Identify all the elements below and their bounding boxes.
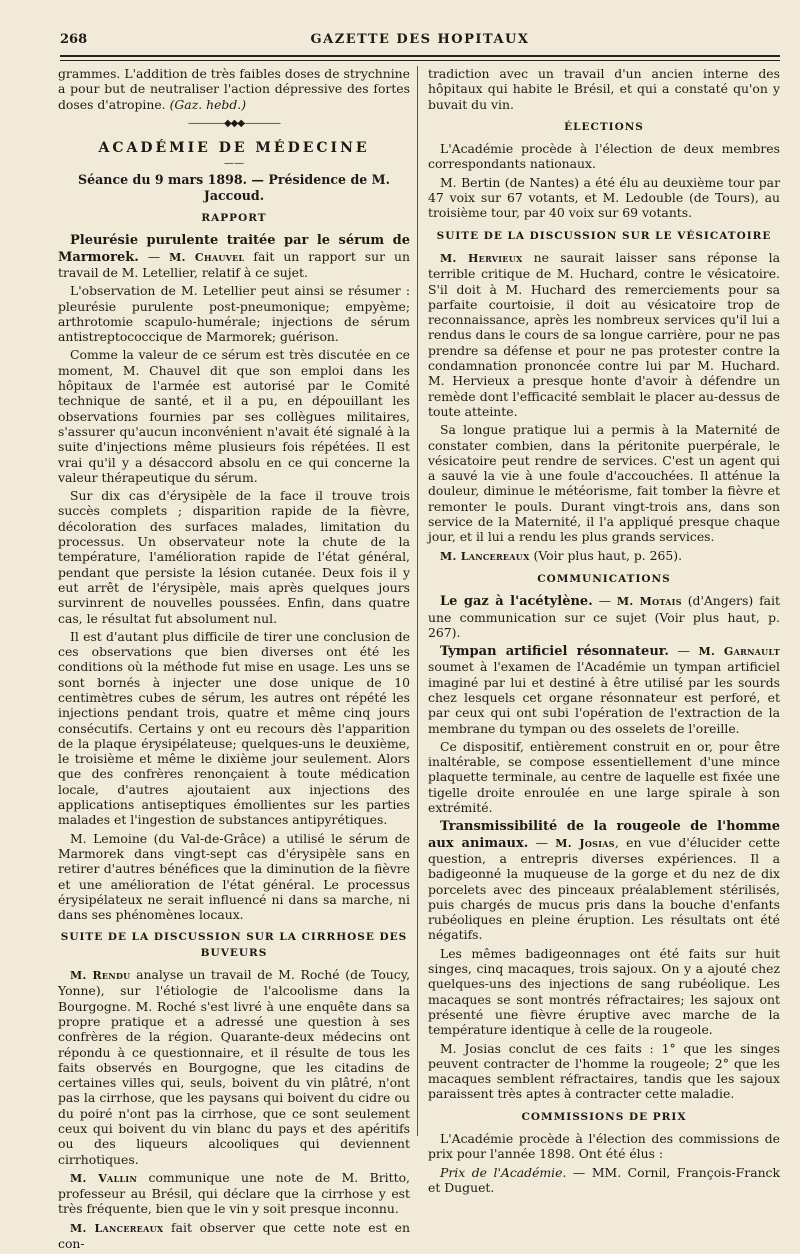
ornament-divider: ————◆◆◆———— (187, 117, 281, 129)
journal-title: GAZETTE DES HOPITAUX (310, 32, 530, 47)
motais-text: (d'Angers) fait une communication sur ce sujet (Voir plus haut, p. 267). (428, 593, 780, 640)
intro-text: grammes. L'addition de très faibles doses de strychnine a pour but de neutraliser l'action dépressive des fortes doses d'atropine. (58, 66, 410, 112)
speaker-garnault: M. Garnault (698, 645, 780, 659)
lancereaux-ref-text: (Voir plus haut, p. 265). (529, 547, 683, 563)
speaker-vallin: M. Vallin (70, 1171, 138, 1185)
speaker-hervieux: M. Hervieux (440, 251, 523, 265)
column-divider (417, 66, 418, 1136)
paragraph-observation: L'observation de M. Letellier peut ainsi se résumer : pleurésie purulente post-pneumonique; empyème; arthrotomie scapulo-humérale; injections de sérum antistreptococcique de Marmorek; guérison. (58, 283, 410, 345)
rapport-heading: RAPPORT (201, 212, 267, 225)
paragraph-acetylene: Le gaz à l'acétylène. — M. Motais (d'Angers) fait une communication sur ce sujet (Voir plus haut, p. 267). (428, 593, 780, 640)
hervieux-text: ne saurait laisser sans réponse la terrible critique de M. Huchard, contre le vésicatoire. S'il doit à M. Huchard des remerciements pour sa parfaite courtoisie, il doit au vésicatoire trop de reconnaissance, après les nombreux services qu'il lui a rendus dans le cours de sa longue carrière, pour ne pas prendre sa défense et pour ne pas protester contre la condamnation prononcée contre lui par M. Huchard. M. Hervieux a presque honte d'avoir à défendre un remède dont l'efficacité semblait le placer au-dessus de toute atteinte. (428, 249, 780, 419)
paragraph-election-results: M. Bertin (de Nantes) a été élu au deuxième tour par 47 voix sur 67 votants, et M. Ledouble (de Tours), au troisième tour, par 40 voix sur 69 votants. (428, 174, 780, 221)
paragraph-conclusion: M. Josias conclut de ces faits : 1° que les singes peuvent contracter de l'homme la rougeole; 2° que les macaques semblent réfractaires, tandis que les sajoux paraissent très aptes à contracter cette maladie. (428, 1040, 780, 1102)
paragraph-vallin (58, 1170, 410, 1217)
paragraph-commissions: L'Académie procède à l'élection des commissions de prix pour l'année 1898. Ont été élus : (428, 1131, 780, 1162)
intro-reference: (Gaz. hebd.) (169, 96, 247, 112)
rendu-text: analyse un travail de M. Roché (de Toucy, Yonne), sur l'étiologie de l'alcoolisme dans la Bourgogne. M. Roché s'est livré à une enquête dans sa propre pratique et a adressé une question à ses confrères de la région. Quarante-deux médecins ont répondu à ce questionnaire, et il résulte de tous les faits observés en Bourgogne, que les citadins de certaines villes qui, seuls, boivent du vin plâtré, n'ont pas la cirrhose, que les paysans qui boivent du cidre ou du poiré n'ont pas la cirrhose, que ce sont seulement ceux qui boivent du vin blanc du pays et des apéritifs ou des liqueurs alcooliques qui deviennent cirrhotiques. (58, 967, 411, 1167)
paragraph-serum-value: Comme la valeur de ce sérum est très discutée en ce moment, M. Chauvel dit que son emploi dans les hôpitaux de l'armée est autorisé par le Comité technique de santé, et il a pu, en dépouillant les observations fournies par ses collègues militaires, s'assurer qu'aucun inconvénient n'avait été signalé à la suite d'injections même plusieurs fois répétées. Il est vrai qu'il y a désaccord absolu en ce qui concerne la valeur thérapeutique du sérum. (58, 347, 410, 485)
cirrhose-heading: SUITE DE LA DISCUSSION SUR LA CIRRHOSE DES BUVEURS (60, 931, 408, 959)
paragraph-conditions: Il est d'autant plus difficile de tirer une conclusion de ces observations que bien diverses ont été les conditions où la méthode fut mise en usage. Les uns se sont bornés à injecter une dose unique de 10 centimètres cubes de sérum, les autres ont répété les injections pendant trois, quatre et même cinq jours consécutifs. Certains y ont eu recours dès l'apparition de la plaque érysipélateuse; quelques-uns le deuxième, le troisième et même le dixième jour seulement. Alors que des confrères renonçaient à toute médication locale, d'autres ajoutaient aux injections des applications antiseptiques émollientes sur les parties malades et l'ingestion de substances antipyrétiques. (58, 628, 410, 828)
paragraph-lancereaux-ref (428, 548, 780, 564)
josias-text: , en vue d'élucider cette question, a entrepris diverses expériences. Il a badigeonné la muqueuse de la gorge et du nez de dix porcelets avec des pinceaux préalablement stérilisés, puis chargés de mucus pris dans la bouche d'enfants rubéoliques en pleine éruption. Les résultats ont été négatifs. (428, 834, 780, 943)
paragraph-erysipelas-cases: Sur dix cas d'érysipèle de la face il trouve trois succès complets ; disparition rapide de la fièvre, décoloration des surfaces malades, limitation du processus. Un observateur note la chute de la température, l'amélioration rapide de l'état général, pendant que persiste la lésion cutanée. Deux fois il y eut arrêt de l'érysipèle, mais après quelques jours survinrent de nouvelles poussées. Enfin, dans quatre cas, le résultat fut absolument nul. (58, 488, 410, 626)
page-number: 268 (60, 32, 88, 47)
pleurisy-paragraph: Pleurésie purulente traitée par le sérum de Marmorek. — M. Chauvel fait un rapport sur un travail de M. Letellier, relatif à ce sujet. (58, 233, 410, 280)
speaker-josias: M. Josias (555, 836, 615, 850)
left-column (58, 66, 410, 1254)
speaker-lancereaux-2: M. Lancereaux (440, 549, 530, 563)
right-column (428, 66, 780, 1198)
paragraph-rendu (58, 967, 410, 1167)
paragraph-tympan: Tympan artificiel résonnateur. — M. Garnault soumet à l'examen de l'Académie un tympan artificiel imaginé par lui et destiné à être utilisé par les sourds chez lesquels cet organe résonnateur est perforé, et par ceux qui ont subi l'opération de l'extraction de la membrane du tympan ou des osselets de l'oreille. (428, 643, 780, 736)
page-header (60, 30, 780, 52)
tympan-title: Tympan artificiel résonnateur. (440, 644, 669, 660)
paragraph-hervieux (428, 250, 780, 419)
speaker-rendu: M. Rendu (70, 969, 131, 983)
commissions-heading: COMMISSIONS DE PRIX (521, 1110, 687, 1123)
session-heading: Séance du 9 mars 1898. — Présidence de M. Jaccoud. (78, 172, 390, 203)
paragraph-singes: Les mêmes badigeonnages ont été faits sur huit singes, cinq macaques, trois sajoux. On y a ajouté chez quelques-uns des injections de sang rubéolique. Les macaques se sont montrés réfractaires; les sajoux ont présenté une fièvre éruptive avec marche de la température identique à celle de la rougeole. (428, 945, 780, 1038)
paragraph-lancereaux (58, 1220, 410, 1252)
paragraph-prix (428, 1165, 780, 1196)
paragraph-maternite: Sa longue pratique lui a permis à la Maternité de constater combien, dans la péritonite puerpérale, le vésicatoire peut rendre de services. C'est un agent qui a sauvé la vie à une foule d'accouchées. Il atténue la douleur, diminue le météorisme, fait tomber la fièvre et remonter le pouls. Durant vingt-trois ans, dans son service de la Maternité, il l'a appliqué presque chaque jour, et il lui a rendu les plus grands services. (428, 422, 780, 545)
paragraph-elections: L'Académie procède à l'élection de deux membres correspondants nationaux. (428, 141, 780, 172)
garnault-text: soumet à l'examen de l'Académie un tympan artificiel imaginé par lui et destiné à être utilisé par les sourds chez lesquels cet organe résonnateur est perforé, et par ceux qui ont subi l'opération de l'extraction de la membrane du tympan ou des osselets de l'oreille. (428, 659, 780, 736)
paragraph-lemoine: M. Lemoine (du Val-de-Grâce) a utilisé le sérum de Marmorek dans vingt-sept cas d'érysipèle sans en retirer d'autres bénéfices que la diminution de la fièvre et une amélioration de l'état général. Le processus érysipélateux ne serait influencé ni dans sa marche, ni dans ses phénomènes locaux. (58, 830, 410, 923)
speaker-lancereaux: M. Lancereaux (70, 1221, 164, 1235)
rougeole-title: Transmissibilité de la rougeole de l'homme aux animaux. (428, 819, 780, 851)
acetylene-title: Le gaz à l'acétylène. (440, 594, 593, 610)
elections-heading: ÉLECTIONS (564, 120, 644, 133)
header-rule-thin (60, 60, 780, 61)
lancereaux-text: fait observer que cette note est en con- (58, 1219, 410, 1252)
pleurisy-lead: fait un rapport sur un travail de M. Letellier, relatif à ce sujet. (58, 248, 410, 280)
header-rule-thick (60, 55, 780, 57)
intro-paragraph (58, 66, 410, 112)
short-dash: —— (224, 158, 244, 170)
pleurisy-title: Pleurésie purulente traitée par le sérum de Marmorek. (58, 233, 410, 265)
prix-text: — MM. Cornil, François-Franck et Duguet. (428, 1164, 781, 1195)
paragraph-continuation: tradiction avec un travail d'un ancien interne des hôpitaux qui habite le Brésil, et qui a constaté qu'on y buvait du vin. (428, 66, 780, 112)
academy-heading: ACADÉMIE DE MÉDECINE (98, 140, 370, 157)
prix-label: Prix de l'Académie. (440, 1164, 567, 1180)
speaker-chauvel: M. Chauvel (169, 250, 245, 264)
communications-heading: COMMUNICATIONS (537, 572, 671, 585)
vesicatoire-heading: SUITE DE LA DISCUSSION SUR LE VÉSICATOIRE (436, 229, 772, 242)
paragraph-dispositif: Ce dispositif, entièrement construit en or, pour être inaltérable, se compose essentiellement d'une mince plaquette terminale, au centre de laquelle est fixée une tigelle droite enroulée en une large spirale à son extrémité. (428, 738, 780, 816)
speaker-motais: M. Motais (616, 595, 682, 609)
vallin-text: communique une note de M. Britto, professeur au Brésil, qui déclare que la cirrhose y est très fréquente, bien que le vin y soit presque inconnu. (58, 1169, 410, 1217)
paragraph-rougeole: Transmissibilité de la rougeole de l'homme aux animaux. — M. Josias, en vue d'élucider cette question, a entrepris diverses expériences. Il a badigeonné la muqueuse de la gorge et du nez de dix porcelets avec des pinceaux préalablement stérilisés, puis chargés de mucus pris dans la bouche d'enfants rubéoliques en pleine éruption. Les résultats ont été négatifs. (428, 819, 780, 943)
